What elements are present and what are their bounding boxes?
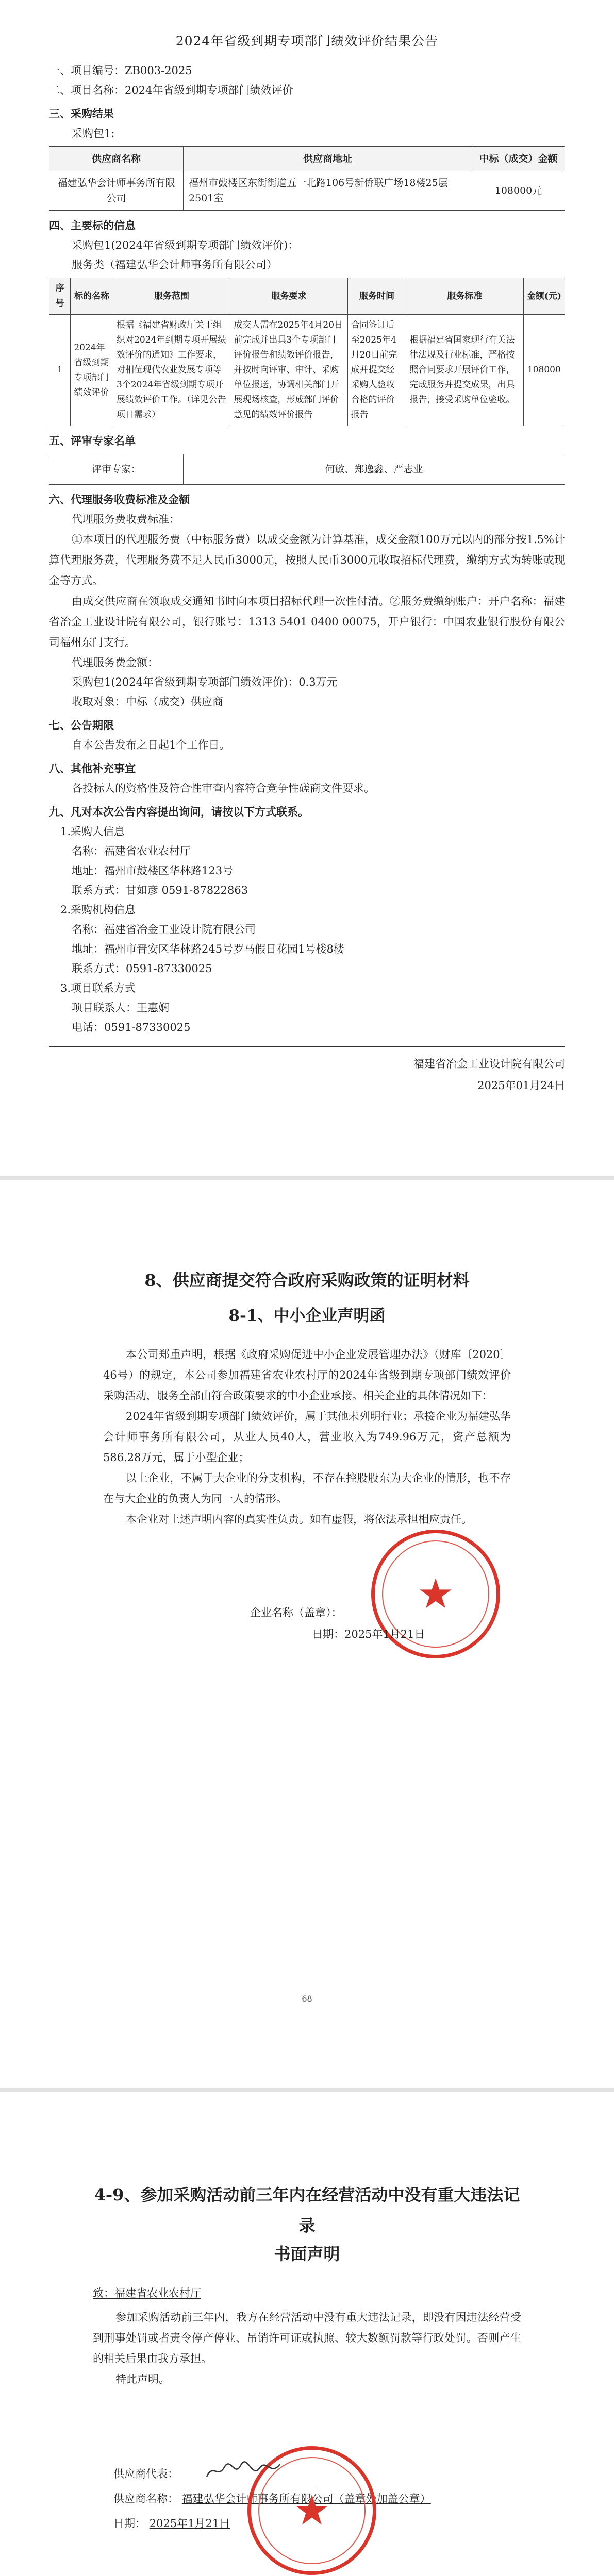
contact-agency-line: 联系方式：0591-87330025 [72, 962, 212, 975]
target-requirement: 成交人需在2025年4月20日前完成并出具3个专项部门评价报告和绩效评价报告，并按时向评审、审计、采购单位报送，协调相关部门开展现场核查，形成部门评价意见的绩效评价报告 [230, 315, 347, 426]
declaration-paragraph: 本公司郑重声明，根据《政府采购促进中小企业发展管理办法》（财库〔2020〕46号）的规定，本公司参加福建省农业农村厅的2024年省级到期专项部门绩效评价采购活动，服务全部由符合政策要求的中小企业承接。相关企业的具体情况如下： [103, 1348, 511, 1402]
result-amount: 108000元 [472, 171, 565, 211]
result-header-amount: 中标（成交）金额 [472, 147, 565, 171]
seal-date: 日期：2025年1月21日 [312, 1628, 425, 1640]
statement-heading: 4-9、参加采购活动前三年内在经营活动中没有重大违法记录 [94, 2185, 520, 2235]
section-subheading: 8-1、中小企业声明函 [228, 1307, 386, 1325]
date-label: 日期： [113, 2517, 146, 2530]
target-intro: 采购包1(2024年省级到期专项部门绩效评价)： [72, 239, 299, 251]
announcement-title: 2024年省级到期专项部门绩效评价结果公告 [175, 33, 439, 48]
statement-paragraph: 参加采购活动前三年内，我方在经营活动中没有重大违法记录，即没有因违法经营受到刑事处罚或者责令停产停业、吊销许可证或执照、较大数额罚款等行政处罚。否则产生的相关后果由我方承担。 [93, 2311, 521, 2365]
section-other-matters: 八、其他补充事宜 [49, 762, 136, 775]
target-scope: 根据《福建省财政厅关于组织对2024年到期专项开展绩效评价的通知》工作要求，对相伍现代农业发展专项等3个2024年省级到期专项开展绩效评价工作。（详见公告项目需求） [113, 315, 230, 426]
contact-project-title: 3.项目联系方式 [60, 982, 136, 994]
target-header-index: 序号 [49, 278, 71, 315]
target-header-amount: 金额(元) [523, 278, 565, 315]
divider [49, 1046, 565, 1047]
fee-amount-label: 代理服务费金额： [72, 656, 158, 669]
declaration-paragraph: 以上企业，不属于大企业的分支机构，不存在控股股东为大企业的情形，也不存在与大企业的负责人为同一人的情形。 [103, 1472, 511, 1505]
fee-amount: 采购包1(2024年省级到期专项部门绩效评价)：0.3万元 [72, 676, 338, 688]
result-supplier-name: 福建弘华会计师事务所有限公司 [49, 171, 184, 211]
seal-star-icon: ★ [417, 1570, 454, 1618]
section-target-info: 四、主要标的信息 [49, 219, 136, 232]
supplier-name: 福建弘华会计师事务所有限公司（盖章处加盖公章） [181, 2493, 431, 2505]
statement-closing: 特此声明。 [115, 2373, 170, 2385]
package-label: 采购包1: [72, 127, 115, 140]
result-table [49, 146, 565, 211]
target-table [49, 278, 565, 426]
contact-project-line: 项目联系人：王惠娴 [72, 1002, 169, 1014]
declaration-page [0, 1180, 614, 2092]
target-amount: 108000 [523, 315, 565, 426]
seal-star-icon: ★ [293, 2486, 330, 2534]
contact-agency-line: 地址：福州市晋安区华林路245号罗马假日花园1号楼8楼 [72, 943, 344, 955]
supplier-label: 供应商名称： [113, 2493, 178, 2505]
page-number: 68 [302, 1994, 312, 2004]
fee-paragraph: ①本项目的代理服务费（中标服务费）以成交金额为计算基准，成交金额100万元以内的部分按1.5%计算代理服务费，代理服务费不足人民币3000元，按照人民币3000元收取招标代理费，缴纳方式为转账或现金等方式。 [49, 533, 565, 587]
section-procurement-result: 三、采购结果 [49, 107, 114, 120]
addressee: 致：福建省农业农村厅 [93, 2287, 201, 2299]
no-violation-page [0, 2092, 614, 2576]
notice-period: 自本公告发布之日起1个工作日。 [72, 739, 230, 751]
statement-heading-2: 书面声明 [274, 2244, 340, 2264]
expert-names: 何敏、郑逸鑫、严志业 [184, 454, 565, 485]
target-header-name: 标的名称 [71, 278, 113, 315]
target-header-standard: 服务标准 [406, 278, 523, 315]
rep-label: 供应商代表： [113, 2468, 178, 2480]
fee-paragraph: 由成交供应商在领取成交通知书时向本项目招标代理一次性付清。②服务费缴纳账户：开户名称：福建省冶金工业设计院有限公司，银行账号：1313 5401 0400 00075，开户银行：中国农业银行股份有限公司福州东门支行。 [49, 595, 565, 649]
sign-date: 2025年01月24日 [477, 1079, 565, 1092]
contact-agency-title: 2.采购机构信息 [60, 904, 136, 916]
seal-company-label: 企业名称（盖章）： [250, 1606, 342, 1619]
declaration-paragraph: 2024年省级到期专项部门绩效评价，属于其他未列明行业；承接企业为福建弘华会计师事务所有限公司，从业人员40人，营业收入为749.96万元，资产总额为586.28万元，属于小型企业； [103, 1410, 511, 1464]
project-number: 一、项目编号：ZB003-2025 [49, 64, 192, 77]
section-contact: 九、凡对本次公告内容提出询问，请按以下方式联系。 [49, 805, 309, 818]
result-supplier-address: 福州市鼓楼区东街街道五一北路106号新侨联广场18楼25层2501室 [184, 171, 472, 211]
section-heading: 8、供应商提交符合政府采购政策的证明材料 [144, 1270, 470, 1290]
result-header-name: 供应商名称 [49, 147, 184, 171]
signature-line [182, 2467, 316, 2486]
section-experts: 五、评审专家名单 [49, 434, 136, 447]
target-header-time: 服务时间 [347, 278, 406, 315]
section-agency-fee: 六、代理服务收费标准及金额 [49, 493, 190, 506]
project-name: 二、项目名称：2024年省级到期专项部门绩效评价 [49, 84, 293, 96]
result-header-address: 供应商地址 [184, 147, 472, 171]
other-matters: 各投标人的资格性及符合性审查内容符合竞争性磋商文件要求。 [72, 782, 375, 794]
expert-label: 评审专家： [49, 454, 184, 485]
fee-standard-label: 代理服务费收费标准： [72, 513, 180, 526]
handwritten-signature [203, 2458, 285, 2483]
signer: 福建省冶金工业设计院有限公司 [413, 1058, 565, 1070]
declaration-paragraph: 本企业对上述声明内容的真实性负责。如有虚假，将依法承担相应责任。 [126, 1513, 472, 1526]
target-index: 1 [49, 315, 71, 426]
contact-buyer-line: 联系方式：甘如彦 0591-87822863 [72, 884, 248, 896]
date-value: 2025年1月21日 [149, 2517, 230, 2530]
target-service-type: 服务类（福建弘华会计师事务所有限公司） [72, 259, 277, 271]
contact-buyer-line: 名称：福建省农业农村厅 [72, 845, 191, 857]
fee-collector: 收取对象：中标（成交）供应商 [72, 696, 223, 708]
target-time: 合同签订后至2025年4月20日前完成并提交经采购人验收合格的评价报告 [347, 315, 406, 426]
announcement-page [0, 0, 614, 1180]
contact-buyer-title: 1.采购人信息 [60, 825, 125, 838]
contact-agency-line: 名称：福建省冶金工业设计院有限公司 [72, 923, 256, 936]
target-header-scope: 服务范围 [113, 278, 230, 315]
contact-buyer-line: 地址：福州市鼓楼区华林路123号 [72, 865, 234, 877]
expert-table [49, 454, 565, 485]
target-name: 2024年省级到期专项部门绩效评价 [71, 315, 113, 426]
contact-project-line: 电话：0591-87330025 [72, 1021, 191, 1033]
target-standard: 根据福建省国家现行有关法律法规及行业标准，严格按照合同要求开展评价工作，完成服务并提交成果，出具报告，接受采购单位验收。 [406, 315, 523, 426]
target-header-requirement: 服务要求 [230, 278, 347, 315]
section-notice-period: 七、公告期限 [49, 719, 114, 732]
